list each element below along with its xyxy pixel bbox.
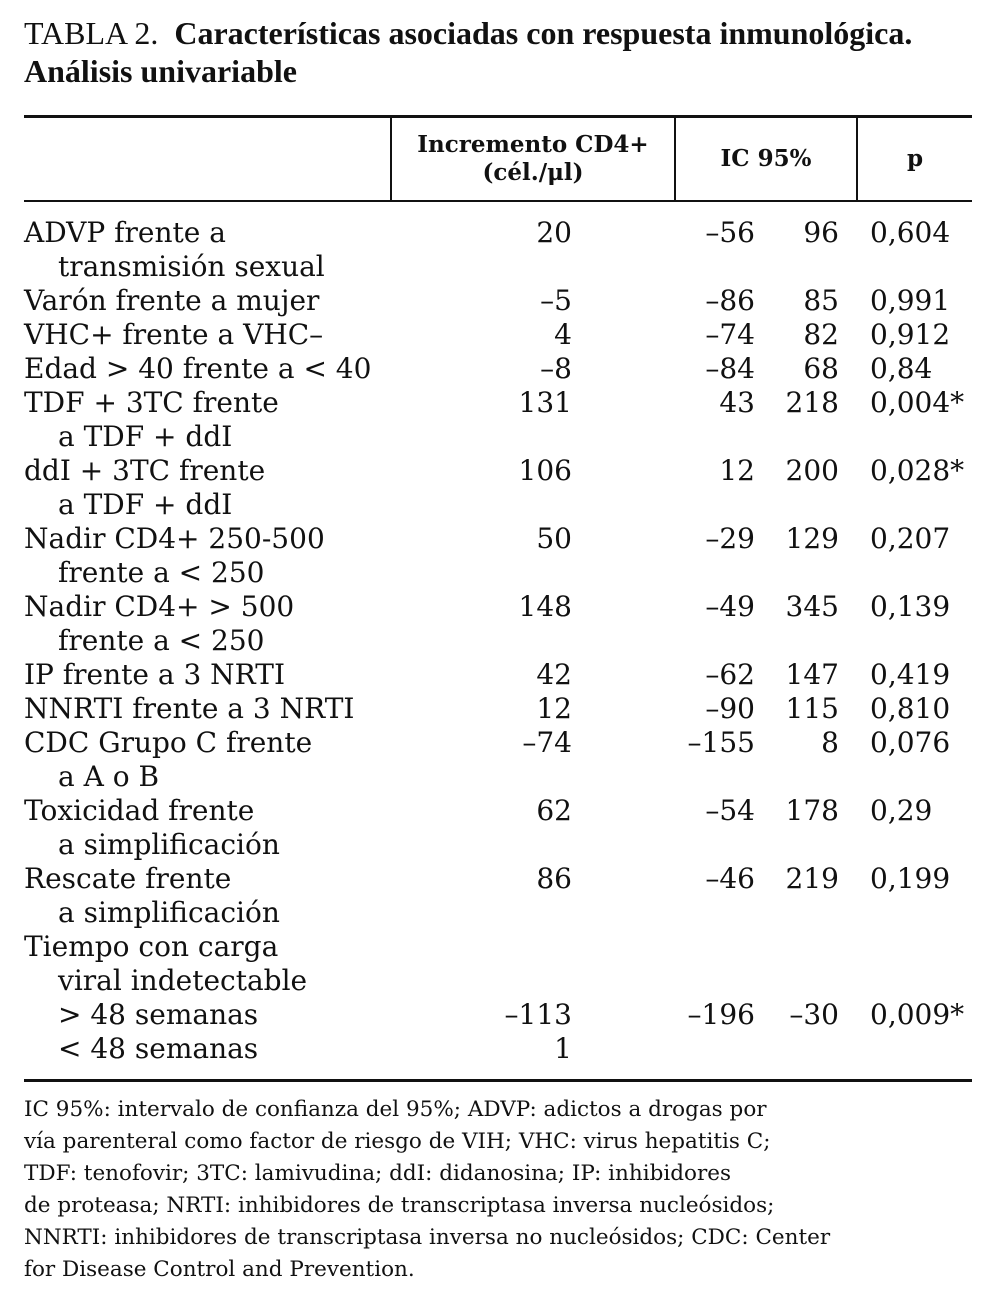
header-ci: IC 95% xyxy=(720,145,812,172)
row-label-line1: Toxicidad frente xyxy=(24,794,255,827)
header-p: p xyxy=(906,145,924,172)
ci-lower-value: –86 xyxy=(705,284,755,317)
bottom-rule xyxy=(24,1079,972,1082)
ci-lower-value: –56 xyxy=(705,216,755,249)
ci-lower-value: –90 xyxy=(705,692,755,725)
row-label-line1: Rescate frente xyxy=(24,862,232,895)
ci-upper-value: 96 xyxy=(803,216,839,249)
ci-upper-value: 68 xyxy=(803,352,839,385)
ci-upper-value: 115 xyxy=(785,692,839,725)
footnote-line: TDF: tenofovir; 3TC: lamivudina; ddI: didanosina; IP: inhibidores xyxy=(24,1161,731,1186)
p-value: 0,009* xyxy=(870,998,965,1031)
table-row xyxy=(24,318,972,352)
p-value: 0,028* xyxy=(870,454,965,487)
p-value: 0,207 xyxy=(870,522,951,555)
p-value: 0,139 xyxy=(870,590,951,623)
ci-upper-value: 345 xyxy=(785,590,839,623)
title-text: Características asociadas con respuesta inmunológica. xyxy=(174,15,913,51)
table-row xyxy=(24,284,972,318)
title-line-2: Análisis univariable xyxy=(24,53,297,89)
row-label-line1: Varón frente a mujer xyxy=(24,284,320,317)
table-row xyxy=(24,862,972,930)
table-row xyxy=(24,692,972,726)
table-row xyxy=(24,658,972,692)
ci-upper-value: 147 xyxy=(785,658,839,691)
increment-value: –113 xyxy=(504,998,572,1031)
row-label-line1: Nadir CD4+ > 500 xyxy=(24,590,295,623)
row-label-line2: frente a < 250 xyxy=(58,624,265,657)
footnote xyxy=(24,1094,974,1286)
row-label-line2: a A o B xyxy=(58,760,160,793)
increment-value: 62 xyxy=(536,794,572,827)
ci-upper-value: –30 xyxy=(789,998,839,1031)
table-row xyxy=(24,454,972,522)
ci-lower-value: –196 xyxy=(687,998,755,1031)
ci-upper-value: 218 xyxy=(785,386,839,419)
row-label-line1: VHC+ frente a VHC– xyxy=(24,318,324,351)
ci-lower-value: 12 xyxy=(719,454,755,487)
sub-row-label: > 48 semanas xyxy=(58,998,259,1031)
footnote-line: vía parenteral como factor de riesgo de VIH; VHC: virus hepatitis C; xyxy=(24,1129,771,1154)
p-value: 0,419 xyxy=(870,658,951,691)
increment-value: 42 xyxy=(536,658,572,691)
ci-lower-value: –54 xyxy=(705,794,755,827)
ci-upper-value: 129 xyxy=(785,522,839,555)
ci-lower-value: –49 xyxy=(705,590,755,623)
increment-value: 50 xyxy=(536,522,572,555)
header-rule xyxy=(24,200,972,202)
footnote-line: for Disease Control and Prevention. xyxy=(24,1257,415,1282)
p-value: 0,84 xyxy=(870,352,933,385)
table-row xyxy=(24,794,972,862)
row-label-line1: IP frente a 3 NRTI xyxy=(24,658,286,691)
increment-value: 12 xyxy=(536,692,572,725)
ci-lower-value: –155 xyxy=(687,726,755,759)
p-value: 0,604 xyxy=(870,216,951,249)
ci-upper-value: 219 xyxy=(785,862,839,895)
p-value: 0,810 xyxy=(870,692,951,725)
p-value: 0,29 xyxy=(870,794,933,827)
footnote-line: de proteasa; NRTI: inhibidores de transcriptasa inversa nucleósidos; xyxy=(24,1193,775,1218)
table-row xyxy=(24,1032,972,1066)
ci-upper-value: 85 xyxy=(803,284,839,317)
row-label-line1: NNRTI frente a 3 NRTI xyxy=(24,692,355,725)
increment-value: –8 xyxy=(540,352,572,385)
row-label xyxy=(24,1032,972,1066)
row-label-line1: ADVP frente a xyxy=(24,216,226,249)
sub-row-label: < 48 semanas xyxy=(58,1032,259,1065)
row-label-line2: a simplificación xyxy=(58,828,280,861)
header-increment-line1: Incremento CD4+ xyxy=(417,131,649,158)
footnote-line: NNRTI: inhibidores de transcriptasa inversa no nucleósidos; CDC: Center xyxy=(24,1225,831,1250)
row-label-line1: ddI + 3TC frente xyxy=(24,454,266,487)
increment-value: 4 xyxy=(554,318,572,351)
increment-value: 1 xyxy=(554,1032,572,1065)
title-line-1 xyxy=(24,14,974,52)
ci-upper-value: 8 xyxy=(821,726,839,759)
table-body xyxy=(24,216,972,1066)
table-row xyxy=(24,352,972,386)
p-value: 0,991 xyxy=(870,284,951,317)
row-label-line2: viral indetectable xyxy=(58,964,308,997)
ci-lower-value: –74 xyxy=(705,318,755,351)
ci-lower-value: –62 xyxy=(705,658,755,691)
row-label-line1: Nadir CD4+ 250-500 xyxy=(24,522,325,555)
p-value: 0,076 xyxy=(870,726,951,759)
table-row xyxy=(24,386,972,454)
ci-lower-value: –46 xyxy=(705,862,755,895)
row-label xyxy=(24,930,972,998)
table-row xyxy=(24,998,972,1032)
increment-value: 148 xyxy=(518,590,572,623)
table-row xyxy=(24,930,972,998)
row-label-line1: CDC Grupo C frente xyxy=(24,726,313,759)
increment-value: 86 xyxy=(536,862,572,895)
row-label-line2: transmisión sexual xyxy=(58,250,325,283)
ci-upper-value: 200 xyxy=(785,454,839,487)
row-label-line1: Edad > 40 frente a < 40 xyxy=(24,352,372,385)
title-label: TABLA 2. xyxy=(24,15,159,51)
ci-upper-value: 178 xyxy=(785,794,839,827)
p-value: 0,199 xyxy=(870,862,951,895)
increment-value: 20 xyxy=(536,216,572,249)
row-label-line1: TDF + 3TC frente xyxy=(24,386,279,419)
footnote-line: IC 95%: intervalo de confianza del 95%; ADVP: adictos a drogas por xyxy=(24,1097,767,1122)
increment-value: –74 xyxy=(522,726,572,759)
increment-value: 131 xyxy=(518,386,572,419)
table-row xyxy=(24,590,972,658)
table-title xyxy=(24,14,974,90)
ci-upper-value: 82 xyxy=(803,318,839,351)
row-label-line2: a TDF + ddI xyxy=(58,488,233,521)
header-increment-line2: (cél./μl) xyxy=(482,159,584,186)
increment-value: –5 xyxy=(540,284,572,317)
row-label-line1: Tiempo con carga xyxy=(24,930,279,963)
table-row xyxy=(24,726,972,794)
ci-lower-value: –84 xyxy=(705,352,755,385)
header-increment xyxy=(392,118,674,200)
table-row xyxy=(24,216,972,284)
p-value: 0,912 xyxy=(870,318,951,351)
p-value: 0,004* xyxy=(870,386,965,419)
ci-lower-value: 43 xyxy=(719,386,755,419)
row-label-line2: a simplificación xyxy=(58,896,280,929)
table-row xyxy=(24,522,972,590)
ci-lower-value: –29 xyxy=(705,522,755,555)
row-label-line2: frente a < 250 xyxy=(58,556,265,589)
increment-value: 106 xyxy=(518,454,572,487)
row-label-line2: a TDF + ddI xyxy=(58,420,233,453)
